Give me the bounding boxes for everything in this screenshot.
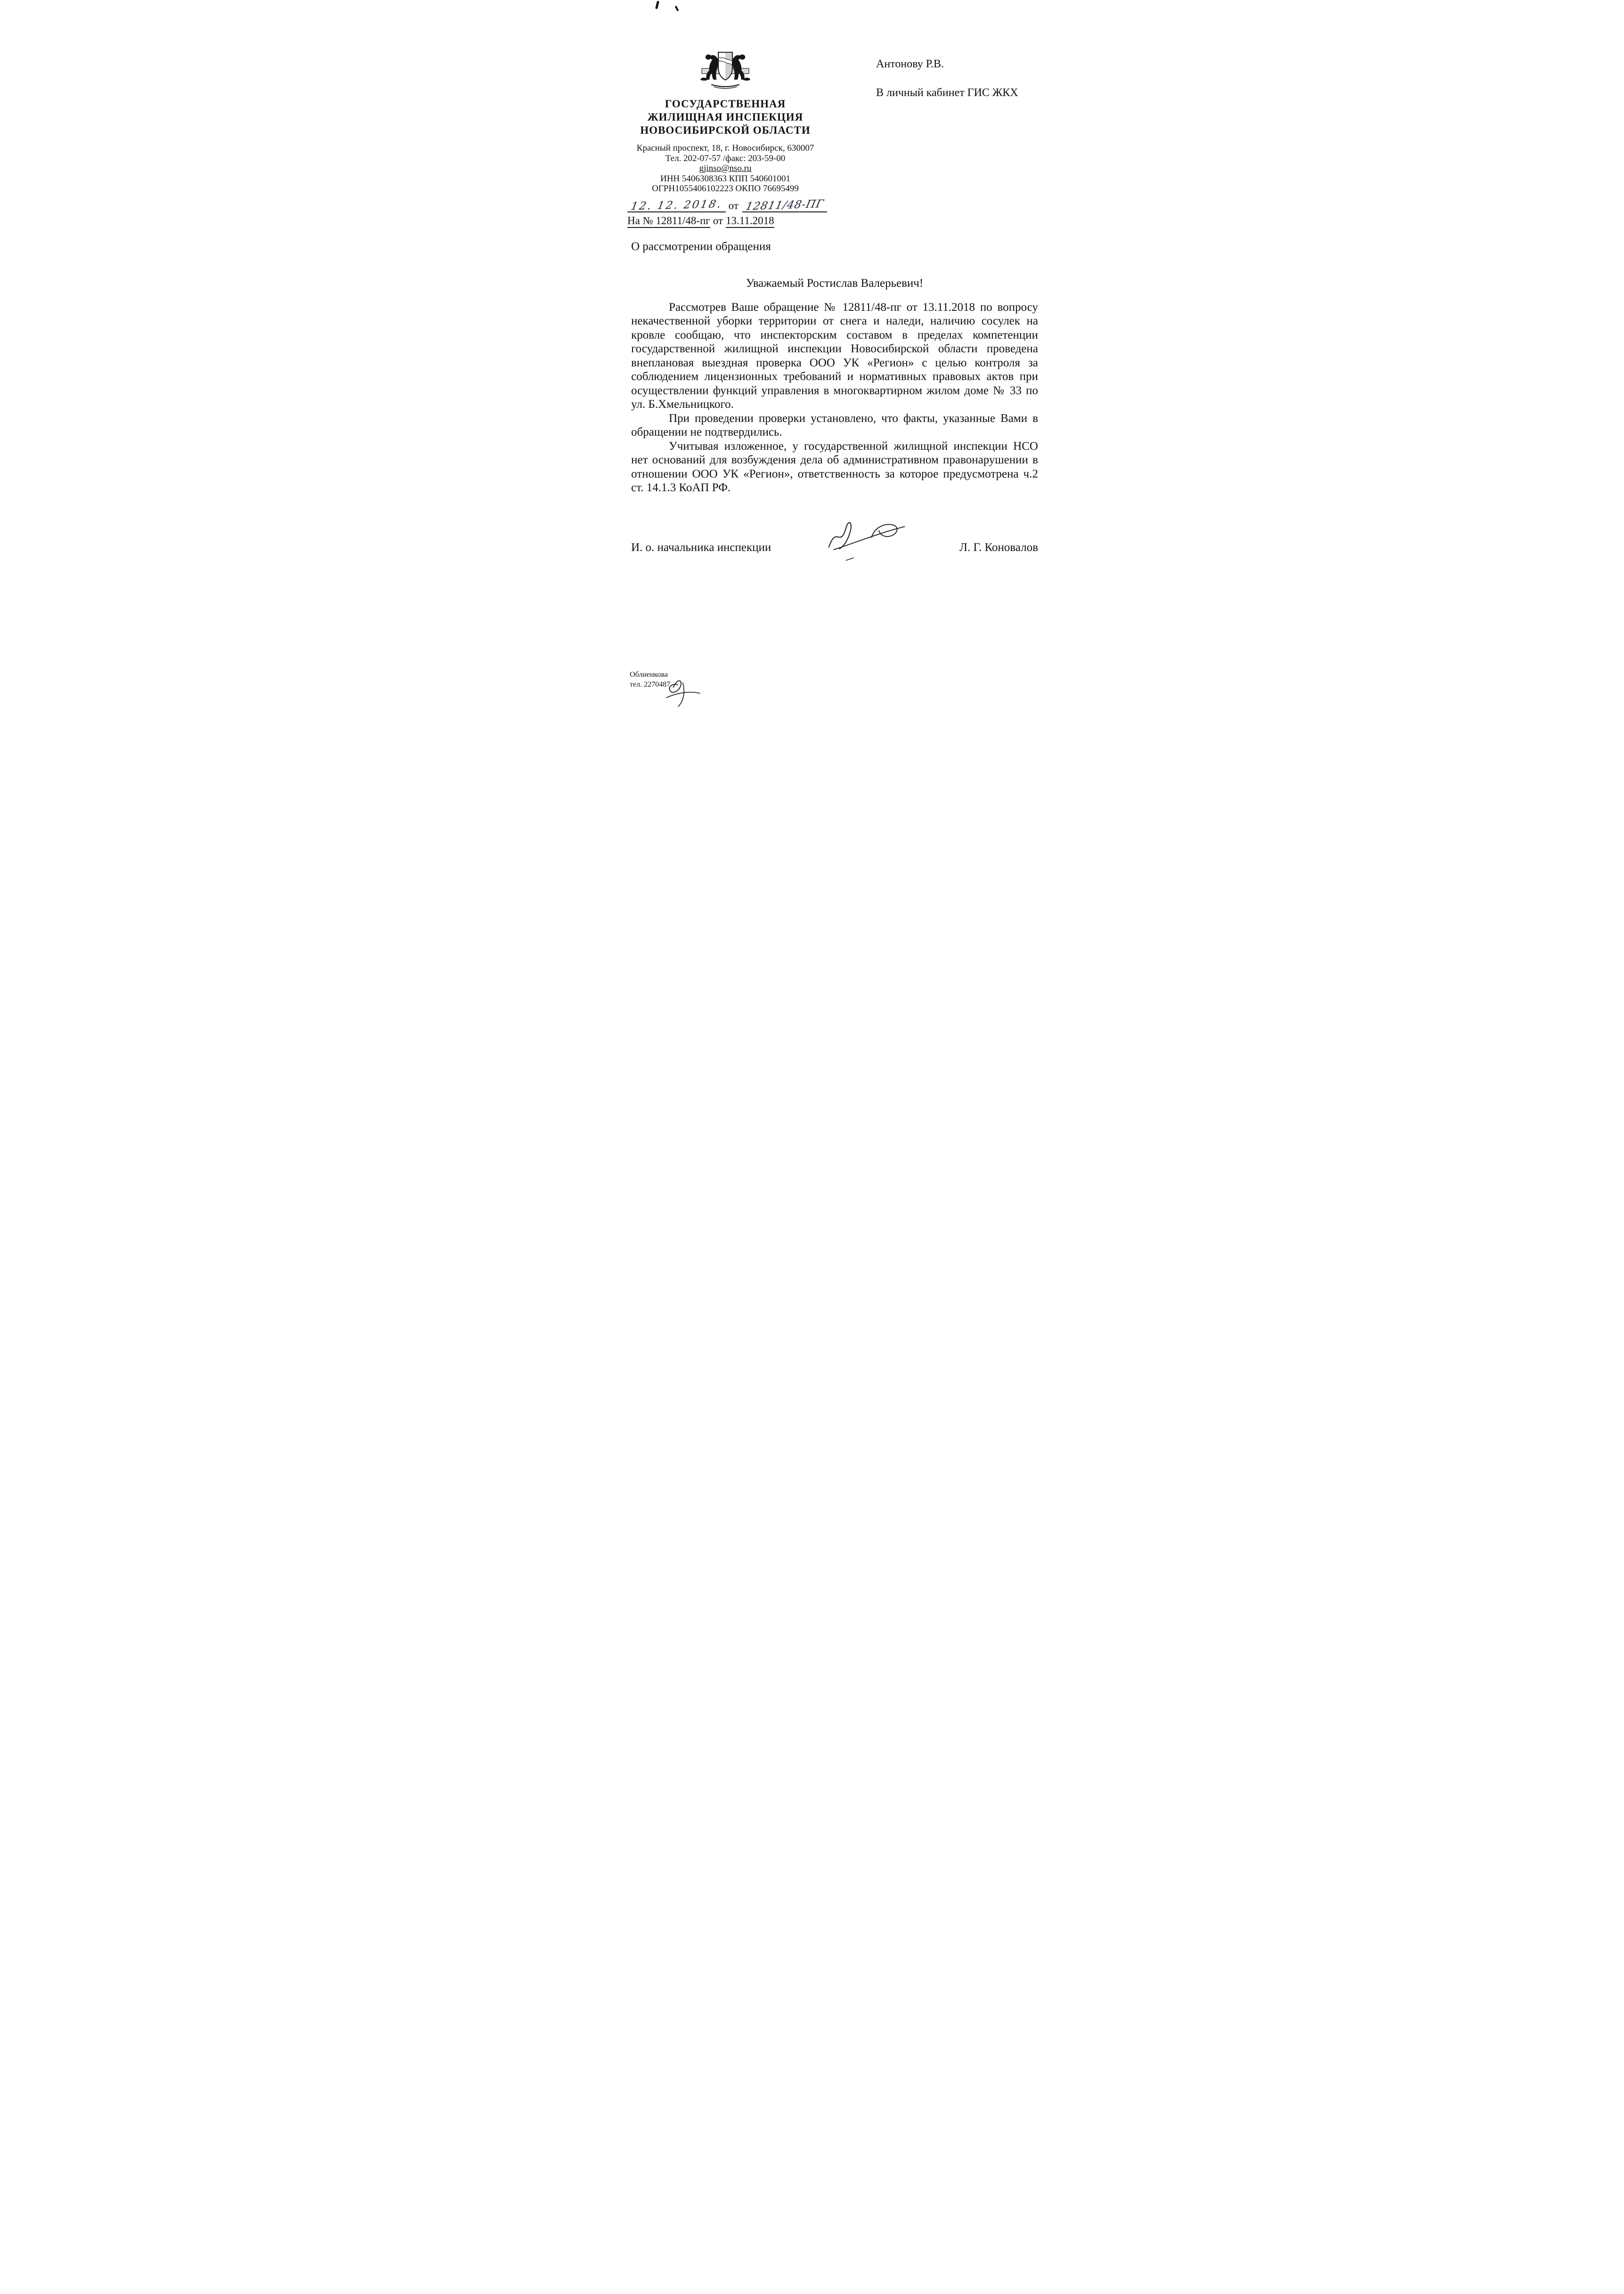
coat-of-arms-icon [699,45,752,91]
from-label: от [713,214,723,227]
outgoing-reference-line [627,199,853,212]
recipient-block [876,0,1071,100]
outgoing-number-slot [742,199,827,212]
body-paragraph: Рассмотрев Ваше обращение № 12811/48-пг от 13.11.2018 по вопросу некачественной уборки территории от снега и наледи, наличию сосулек на кровле сообщаю, что инспекторским составом в пределах компетенции государственной жилищной инспекции Новосибирской области проведена внеплановая выездная проверка ООО УК «Регион» с целью контроля за соблюдением лицензионных требований и нормативных правовых актов при осуществлении функций управления в многоквартирном жилом доме № 33 по ул. Б.Хмельницкого. [631,300,1038,411]
org-name-line: ГОСУДАРСТВЕННАЯ [665,98,786,110]
org-ogrn-okpo: ОГРН1055406102223 ОКПО 76695499 [652,184,799,194]
signer-name: Л. Г. Коновалов [959,541,1038,554]
recipient-delivery: В личный кабинет ГИС ЖКХ [876,87,1018,99]
from-label: от [728,199,739,211]
org-phone: Тел. 202-07-57 /факс: 203-59-00 [665,153,786,163]
recipient-name: Антонову Р.В. [876,58,944,70]
outgoing-date-handwritten: 12. 12. 2018. [630,197,723,213]
reference-block [627,199,853,227]
incoming-number: На № 12811/48-пг [627,215,710,228]
org-inn-kpp: ИНН 5406308363 КПП 540601001 [660,173,791,184]
letter-page [553,0,1071,732]
outgoing-date-slot [627,199,726,212]
executor-phone: тел. 2270487 [630,681,671,689]
org-name-line: НОВОСИБИРСКОЙ ОБЛАСТИ [640,124,811,136]
letter-body [631,277,1038,495]
outgoing-number-handwritten: 12811/48-ПГ [744,197,825,213]
signature-ink [817,518,914,563]
body-paragraph: Учитывая изложенное, у государственной жилищной инспекции НСО нет оснований для возбуждения дела об административном правонарушении в отношении ООО УК «Регион», ответственность за которое предусмотрена ч.2 ст. 14.1.3 КоАП РФ. [631,439,1038,494]
org-email: gjinso@nso.ru [699,163,752,173]
signature-row [631,518,1038,554]
letterhead-row [553,0,1071,227]
body-paragraph: При проведении проверки установлено, что факты, указанные Вами в обращении не подтвердились. [631,412,1038,438]
incoming-date: 13.11.2018 [726,215,774,228]
org-details [575,143,876,194]
org-name [575,97,876,137]
org-address: Красный проспект, 18, г. Новосибирск, 630007 [636,143,814,153]
salutation: Уважаемый Ростислав Валерьевич! [746,276,924,290]
sender-letterhead [575,0,876,227]
executor-signature-ink [662,674,703,710]
org-name-line: ЖИЛИЩНАЯ ИНСПЕКЦИЯ [647,111,804,123]
incoming-reference-line [627,215,853,227]
signer-position: И. о. начальника инспекции [631,541,771,554]
subject-line: О рассмотрении обращения [631,240,771,253]
executor-name: Облиенкова [630,671,668,679]
